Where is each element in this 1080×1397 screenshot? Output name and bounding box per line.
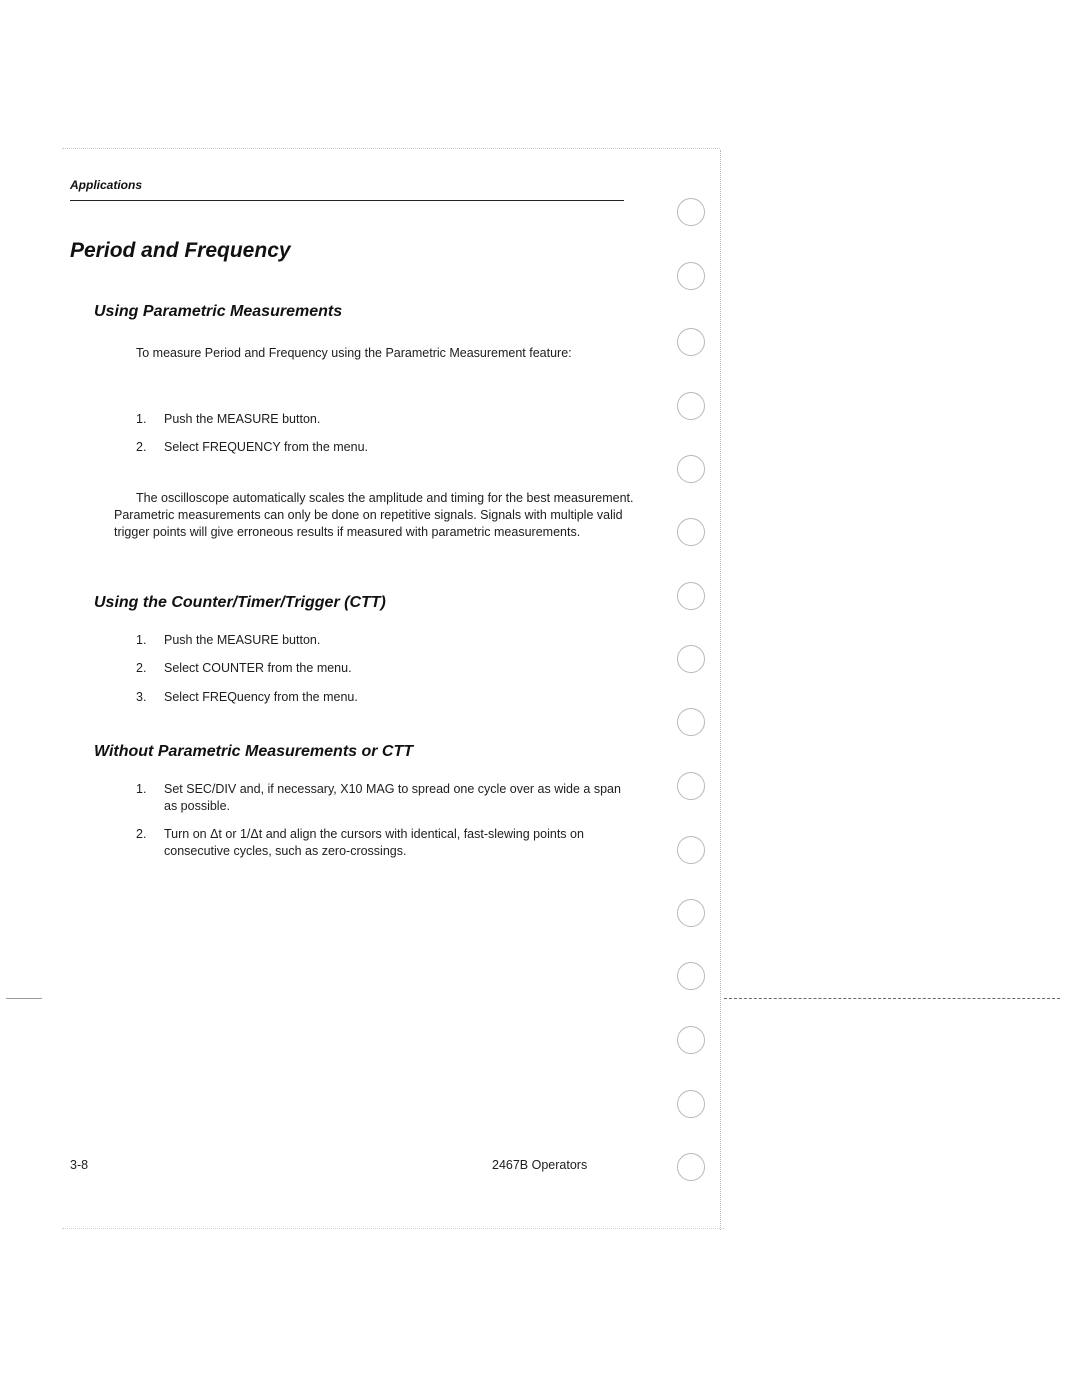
list-item: [136, 411, 626, 428]
page-title: Period and Frequency: [70, 239, 291, 262]
binder-hole-icon: [677, 772, 705, 800]
step-text: Select FREQuency from the menu.: [164, 690, 358, 704]
list-item: [136, 781, 626, 815]
step-number: 2.: [136, 661, 147, 675]
scan-artifact-right-line: [724, 998, 1060, 999]
step-number: 3.: [136, 690, 147, 704]
binder-hole-icon: [677, 836, 705, 864]
binder-hole-icon: [677, 1090, 705, 1118]
step-text: Turn on Δt or 1/Δt and align the cursors with identical, fast-slewing points on consecutive cycles, such as zero-crossings.: [164, 827, 584, 858]
list-item: [136, 660, 626, 677]
running-head: Applications: [70, 178, 143, 192]
section-intro-parametric: To measure Period and Frequency using the Parametric Measurement feature:: [136, 346, 572, 360]
page-number: 3-8: [70, 1158, 89, 1172]
section-heading-parametric: Using Parametric Measurements: [94, 303, 343, 320]
step-number: 1.: [136, 633, 147, 647]
list-item: [136, 826, 626, 860]
binder-hole-icon: [677, 582, 705, 610]
section-note-parametric: The oscilloscope automatically scales the amplitude and timing for the best measurement. Parametric measurements can only be done on repetitive signals. Signals with multiple valid trigger points will give erroneous results if measured with parametric measurements.: [114, 491, 634, 539]
scan-artifact-bottom-line: [62, 1228, 724, 1229]
binder-hole-icon: [677, 708, 705, 736]
binder-hole-icon: [677, 1026, 705, 1054]
step-text: Push the MEASURE button.: [164, 633, 321, 647]
section-heading-ctt: Using the Counter/Timer/Trigger (CTT): [94, 594, 386, 611]
list-item: [136, 439, 626, 456]
list-item: [136, 632, 626, 649]
scan-artifact-top-line: [62, 148, 720, 149]
step-number: 2.: [136, 440, 147, 454]
step-number: 1.: [136, 782, 147, 796]
binder-hole-icon: [677, 1153, 705, 1181]
step-number: 1.: [136, 412, 147, 426]
list-item: [136, 689, 626, 706]
binder-hole-icon: [677, 198, 705, 226]
binder-hole-icon: [677, 962, 705, 990]
page-edge-line: [720, 150, 721, 1230]
binder-hole-icon: [677, 645, 705, 673]
manual-name: 2467B Operators: [492, 1158, 588, 1172]
step-text: Set SEC/DIV and, if necessary, X10 MAG to spread one cycle over as wide a span as possible.: [164, 782, 621, 813]
step-text: Push the MEASURE button.: [164, 412, 321, 426]
step-text: Select COUNTER from the menu.: [164, 661, 352, 675]
step-text: Select FREQUENCY from the menu.: [164, 440, 369, 454]
binder-hole-icon: [677, 262, 705, 290]
binder-hole-icon: [677, 455, 705, 483]
binder-hole-icon: [677, 518, 705, 546]
binder-hole-icon: [677, 899, 705, 927]
header-rule: [70, 200, 624, 201]
section-heading-without: Without Parametric Measurements or CTT: [94, 743, 414, 760]
binder-hole-icon: [677, 392, 705, 420]
binder-hole-icon: [677, 328, 705, 356]
step-number: 2.: [136, 827, 147, 841]
scan-artifact-left-mark: [6, 998, 42, 999]
